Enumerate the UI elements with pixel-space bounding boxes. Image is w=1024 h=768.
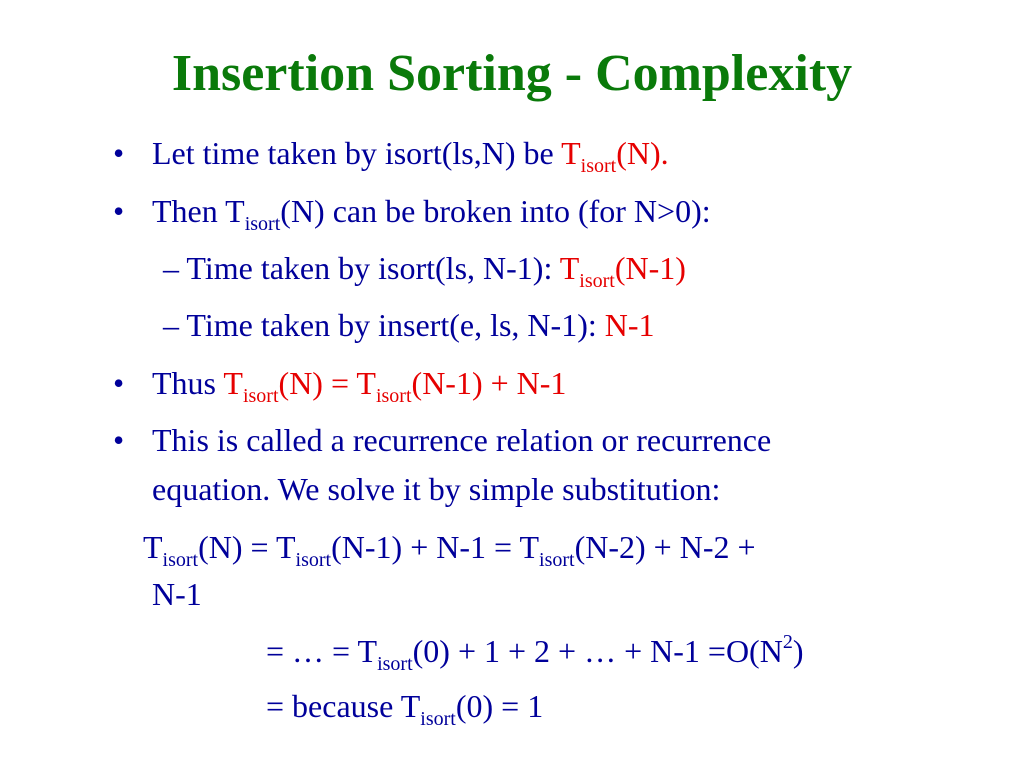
t-argument: (N). (616, 135, 669, 171)
formula-middle: (N) = T (278, 365, 376, 401)
formula-end: (N-1) + N-1 (411, 365, 567, 401)
substitution-equation-line1 (143, 527, 756, 571)
bullet-icon: • (113, 135, 125, 171)
sub-item-isort-time (163, 248, 686, 292)
bullet-item-thus (152, 363, 567, 407)
bullet-text-end: (N) can be broken into (for N>0): (280, 193, 711, 229)
squared-superscript: 2 (782, 631, 793, 653)
recurrence-formula (223, 365, 567, 407)
bullet-text-start: Then T (152, 193, 245, 229)
bullet-text: Thus (152, 365, 224, 401)
sub-item-text: – Time taken by isort(ls, N-1): (163, 250, 560, 286)
isort-subscript: isort (295, 549, 332, 571)
sub-item-text: – Time taken by insert(e, ls, N-1): (163, 307, 605, 343)
equation-part: (0) + 1 + 2 + … + N-1 =O(N (412, 633, 783, 669)
equation-part: ) (792, 633, 804, 669)
bullet-icon: • (113, 365, 125, 401)
t-symbol: T (143, 529, 163, 565)
isort-subscript: isort (377, 653, 413, 675)
equation-part: (0) = 1 (455, 688, 544, 724)
t-isort-n-1 (559, 250, 686, 292)
substitution-equation-because (266, 686, 544, 730)
equation-part: (N) = T (198, 529, 296, 565)
isort-subscript: isort (244, 213, 281, 235)
equation-part: = because T (266, 688, 421, 724)
isort-subscript: isort (162, 549, 199, 571)
equation-part: (N-2) + N-2 + (574, 529, 756, 565)
bullet-item-time-taken (152, 133, 669, 177)
isort-subscript: isort (420, 708, 456, 730)
bullet-item-recurrence-line2: equation. We solve it by simple substitution: (152, 471, 721, 507)
t-argument: (N-1) (614, 250, 686, 286)
isort-subscript: isort (242, 385, 279, 407)
insert-cost: N-1 (604, 307, 655, 343)
t-symbol: T (223, 365, 243, 401)
isort-subscript: isort (580, 155, 617, 177)
t-isort-n (561, 135, 669, 177)
isort-subscript: isort (539, 549, 575, 571)
isort-subscript: isort (579, 270, 615, 292)
isort-subscript: isort (375, 385, 412, 407)
sub-item-insert-time (163, 305, 655, 345)
slide-title: Insertion Sorting - Complexity (171, 45, 853, 102)
bullet-text: Let time taken by isort(ls,N) be (152, 135, 562, 171)
bullet-icon: • (113, 422, 125, 458)
t-symbol: T (559, 250, 580, 286)
bullet-item-recurrence-line1: This is called a recurrence relation or recurrence (152, 422, 772, 458)
equation-part: = … = T (266, 633, 378, 669)
bullet-icon: • (113, 193, 125, 229)
substitution-equation-line2: N-1 (152, 576, 202, 612)
bullet-item-broken-into (152, 191, 711, 235)
t-symbol: T (561, 135, 581, 171)
equation-part: (N-1) + N-1 = T (331, 529, 540, 565)
substitution-equation-sum (266, 631, 804, 675)
